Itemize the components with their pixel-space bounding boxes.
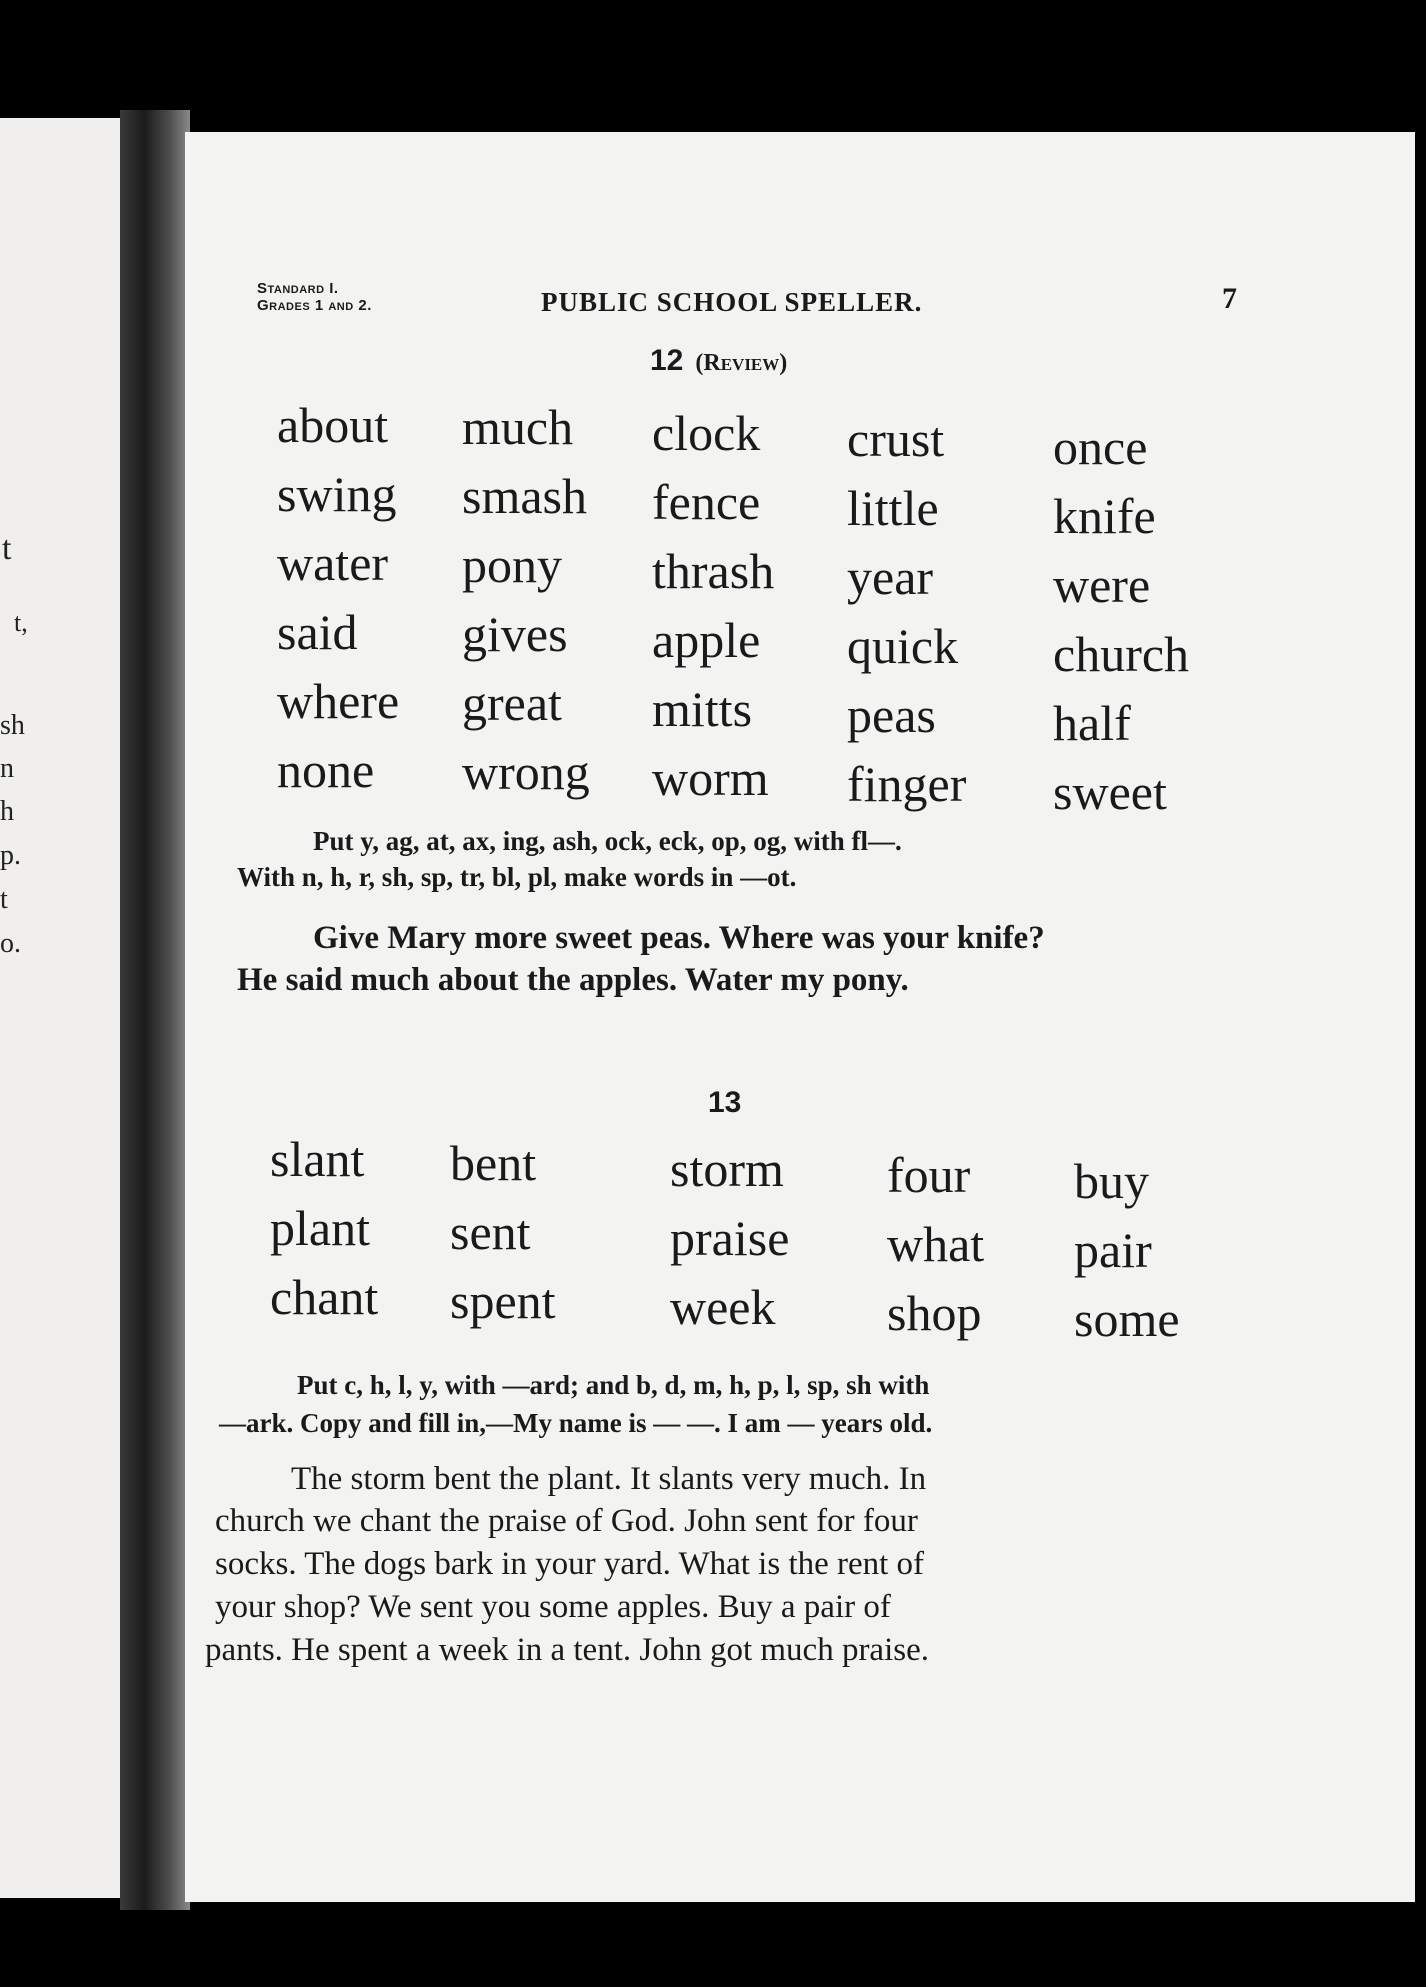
page-number: 7 [1222, 282, 1237, 315]
left-page-fragment: h [0, 796, 14, 827]
spelling-word: four [887, 1147, 971, 1203]
word-column-1 [270, 1131, 379, 1325]
word-column-3 [652, 405, 775, 806]
spelling-word: quick [847, 618, 959, 674]
drill-line: With n, h, r, sh, sp, tr, bl, pl, make words in —ot. [237, 862, 797, 892]
spelling-word: plant [270, 1200, 370, 1256]
spelling-word: slant [270, 1131, 365, 1187]
spelling-word: church [1053, 626, 1190, 682]
running-title: PUBLIC SCHOOL SPELLER. [541, 287, 923, 317]
spelling-word: great [462, 675, 562, 731]
spelling-word: smash [462, 468, 587, 524]
word-column-2 [450, 1135, 556, 1329]
spelling-word: much [462, 399, 574, 455]
spelling-word: shop [887, 1285, 982, 1341]
lesson-13-heading [708, 1086, 741, 1120]
spelling-word: once [1053, 419, 1148, 475]
spelling-word: little [847, 480, 939, 536]
spelling-word: said [277, 604, 358, 660]
spelling-word: spent [450, 1273, 556, 1329]
spelling-word: crust [847, 411, 945, 467]
spelling-word: sent [450, 1204, 531, 1260]
left-page-fragment: t, [14, 608, 28, 637]
running-header-line: Standard I. [257, 280, 339, 297]
book-page [185, 132, 1415, 1902]
word-column-4 [847, 411, 967, 812]
spelling-word: bent [450, 1135, 537, 1191]
spelling-word: sweet [1053, 764, 1167, 820]
paragraph-line: your shop? We sent you some apples. Buy a pair of [215, 1589, 891, 1625]
lesson-number: 13 [708, 1086, 742, 1119]
spelling-word: fence [652, 474, 761, 530]
spelling-word: peas [847, 687, 936, 743]
running-header-left [257, 280, 372, 314]
left-page-fragment: t [0, 884, 8, 915]
left-page-fragment: n [0, 753, 14, 784]
drill-line: Put c, h, l, y, with —ard; and b, d, m, h, p, l, sp, sh with [297, 1370, 930, 1400]
spelling-word: worm [652, 750, 769, 806]
paragraph-line: The storm bent the plant. It slants very much. In [291, 1461, 927, 1497]
spelling-word: none [277, 742, 375, 798]
word-column-5 [1053, 419, 1190, 820]
spelling-word: about [277, 397, 389, 453]
paragraph-line: pants. He spent a week in a tent. John got much praise. [205, 1632, 929, 1668]
paragraph-line: church we chant the praise of God. John sent for four [215, 1503, 918, 1539]
book-gutter [120, 110, 190, 1910]
spelling-word: pony [462, 537, 562, 593]
spelling-word: gives [462, 606, 568, 662]
word-column-2 [462, 399, 590, 800]
practice-sentence: He said much about the apples. Water my pony. [237, 962, 909, 998]
spelling-word: praise [670, 1210, 790, 1266]
left-page-fragment: sh [0, 710, 25, 741]
spelling-word: finger [847, 756, 967, 812]
spelling-word: year [847, 549, 934, 605]
spelling-word: apple [652, 612, 761, 668]
practice-sentence: Give Mary more sweet peas. Where was your knife? [313, 920, 1045, 956]
spelling-word: half [1053, 695, 1131, 751]
lesson-number: 12 [650, 344, 684, 377]
word-column-1 [277, 397, 400, 798]
spelling-word: mitts [652, 681, 753, 737]
spelling-word: were [1053, 557, 1151, 613]
word-column-3 [670, 1141, 790, 1335]
left-page-fragment: o. [0, 928, 21, 959]
running-header-line: Grades 1 and 2. [257, 297, 372, 314]
left-page-fragment: p. [0, 840, 21, 871]
spelling-word: pair [1074, 1222, 1152, 1278]
paragraph-line: socks. The dogs bark in your yard. What is the rent of [215, 1546, 925, 1582]
drill-line: Put y, ag, at, ax, ing, ash, ock, eck, op, og, with fl—. [313, 826, 902, 856]
spelling-word: clock [652, 405, 761, 461]
spelling-word: water [277, 535, 389, 591]
spelling-word: week [670, 1279, 776, 1335]
spelling-word: thrash [652, 543, 775, 599]
spelling-word: chant [270, 1269, 379, 1325]
lesson-subtitle: (Review) [695, 350, 788, 376]
spelling-word: storm [670, 1141, 784, 1197]
word-column-5 [1074, 1153, 1180, 1347]
spelling-word: swing [277, 466, 397, 522]
drill-line: —ark. Copy and fill in,—My name is — —. I am — years old. [219, 1408, 933, 1438]
lesson-12-heading [650, 344, 787, 378]
spelling-word: what [887, 1216, 985, 1272]
left-page-fragment: t [2, 530, 12, 567]
spelling-word: wrong [462, 744, 590, 800]
spelling-word: knife [1053, 488, 1156, 544]
spelling-word: some [1074, 1291, 1180, 1347]
word-column-4 [887, 1147, 985, 1341]
spelling-word: where [277, 673, 400, 729]
spelling-word: buy [1074, 1153, 1149, 1209]
